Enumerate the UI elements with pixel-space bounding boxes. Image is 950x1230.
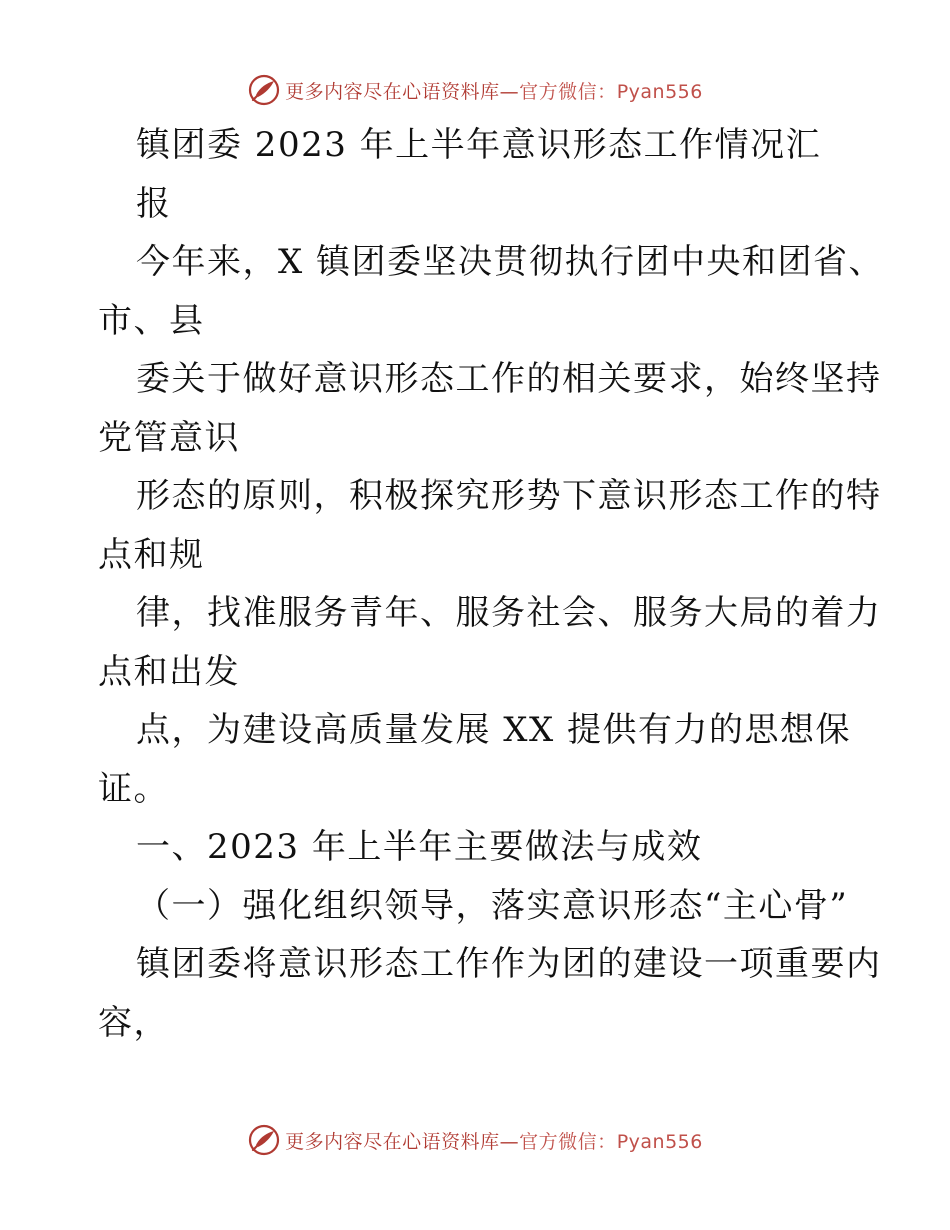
- paragraph-line: 委关于做好意识形态工作的相关要求，始终坚持: [136, 359, 882, 399]
- paragraph-line: 容，: [98, 1002, 169, 1043]
- doc-title-line-1: 镇团委 2023 年上半年意识形态工作情况汇: [136, 125, 822, 165]
- banner-main: 更多内容尽在心语资料库: [285, 80, 500, 103]
- pen-nib-circle-icon: [247, 1123, 281, 1157]
- banner-dash: —: [499, 1130, 520, 1153]
- footer-banner: [0, 1120, 950, 1160]
- banner-main: 更多内容尽在心语资料库: [285, 1130, 500, 1153]
- paragraph-line: 点和出发: [98, 651, 240, 692]
- paragraph-line: 形态的原则，积极探究形势下意识形态工作的特: [136, 476, 882, 516]
- banner-id: Pyan556: [616, 1130, 703, 1153]
- paragraph-line: 点，为建设高质量发展 XX 提供有力的思想保: [136, 710, 852, 750]
- banner-text: [285, 77, 703, 104]
- paragraph-line: 点和规: [98, 534, 205, 575]
- document-body: [98, 116, 888, 1052]
- paragraph-line: 党管意识: [98, 417, 240, 458]
- banner-text: [285, 1127, 703, 1154]
- paragraph-line: 今年来，X 镇团委坚决贯彻执行团中央和团省、: [136, 242, 885, 282]
- subsection-heading: （一）强化组织领导，落实意识形态“主心骨”: [136, 885, 849, 926]
- banner-id: Pyan556: [616, 80, 703, 103]
- pen-nib-circle-icon: [247, 73, 281, 107]
- header-banner: [0, 70, 950, 110]
- paragraph-line: 市、县: [98, 300, 205, 341]
- banner-dash: —: [499, 80, 520, 103]
- paragraph-line: 镇团委将意识形态工作作为团的建设一项重要内: [136, 944, 882, 984]
- paragraph-line: 律，找准服务青年、服务社会、服务大局的着力: [136, 593, 882, 633]
- banner-sub: 官方微信：: [519, 80, 617, 103]
- doc-title-line-2: 报: [136, 183, 172, 224]
- section-heading: 一、2023 年上半年主要做法与成效: [136, 827, 703, 867]
- banner-sub: 官方微信：: [519, 1130, 617, 1153]
- paragraph-line: 证。: [98, 768, 169, 809]
